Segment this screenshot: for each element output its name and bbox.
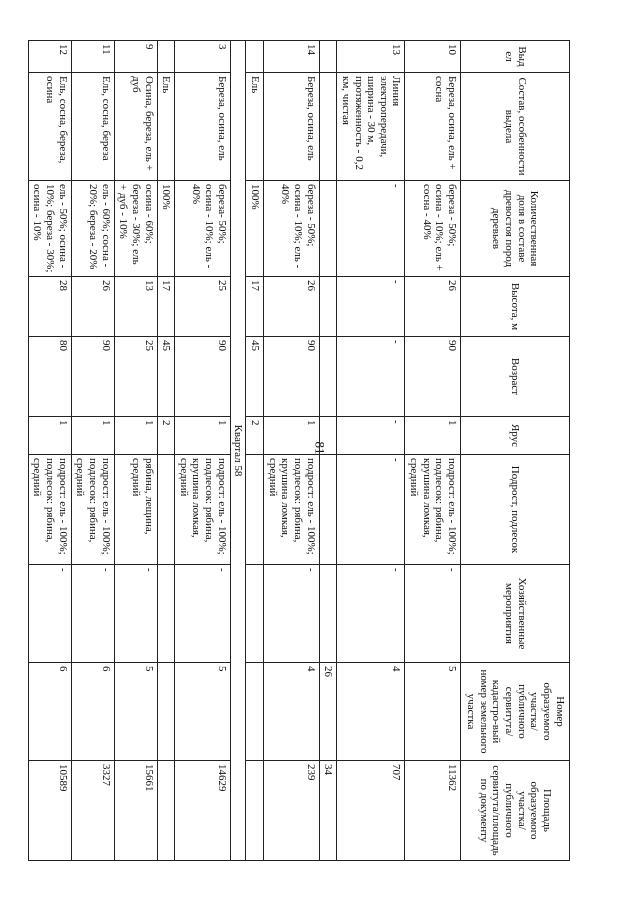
cell-vysota: 26 <box>71 277 114 337</box>
cell-vozrast: 80 <box>28 337 71 417</box>
header-dolya: Количественная доля в составе древостоя пород деревьев <box>461 181 570 277</box>
cell-vozrast: 45 <box>246 337 264 417</box>
cell-sostav: Береза, осина, ель + сосна <box>405 73 461 181</box>
cell-dolya: 100% <box>157 181 175 277</box>
cell-vydel <box>319 41 337 73</box>
cell-nomer: 6 <box>71 663 114 761</box>
cell-meropr: - <box>28 565 71 663</box>
cell-vydel: 3 <box>175 41 231 73</box>
cell-vydel: 13 <box>337 41 405 73</box>
cell-ploshad: 34 <box>319 761 337 861</box>
cell-vysota: 17 <box>246 277 264 337</box>
cell-yarus: 2 <box>157 417 175 455</box>
table-row <box>337 41 405 861</box>
header-nomer: Номер образуемого участка/ публичного сервитута/кадастро-вый номер земельного участка <box>461 663 570 761</box>
cell-ploshad <box>157 761 175 861</box>
header-vydel: Выдел <box>461 41 570 73</box>
cell-nomer: 26 <box>319 663 337 761</box>
cell-meropr: - <box>71 565 114 663</box>
cell-yarus: 1 <box>405 417 461 455</box>
cell-yarus: 2 <box>246 417 264 455</box>
quarter-row <box>230 41 246 861</box>
cell-vydel: 10 <box>405 41 461 73</box>
table-row <box>246 41 264 861</box>
cell-dolya <box>319 181 337 277</box>
cell-yarus: 1 <box>28 417 71 455</box>
cell-ploshad: 14629 <box>175 761 231 861</box>
cell-vysota: 26 <box>405 277 461 337</box>
header-ploshad: Площадь образуемого участка/ публичного сервитута/площадь по документу <box>461 761 570 861</box>
cell-dolya: осина - 60%; береза - 30%; ель + дуб - 10% <box>114 181 157 277</box>
cell-podrost: подрост: ель - 100%; подлесок: рябина, крушина ломкая, средний <box>175 455 231 565</box>
cell-nomer: 5 <box>405 663 461 761</box>
cell-vysota: 13 <box>114 277 157 337</box>
cell-vydel: 12 <box>28 41 71 73</box>
cell-vysota: 25 <box>175 277 231 337</box>
cell-sostav: Ель, сосна, береза <box>71 73 114 181</box>
cell-yarus <box>319 417 337 455</box>
cell-sostav: Береза, осина, ель <box>175 73 231 181</box>
header-vozrast: Возраст <box>461 337 570 417</box>
cell-vysota: 26 <box>264 277 320 337</box>
cell-dolya: береза - 50%; осина - 10%; ель - 40% <box>264 181 320 277</box>
cell-sostav: Ель <box>246 73 264 181</box>
cell-vozrast: 90 <box>405 337 461 417</box>
cell-sostav: Ель <box>157 73 175 181</box>
header-sostav: Состав, особенности выдела <box>461 73 570 181</box>
cell-sostav: Ель, сосна, береза, осина <box>28 73 71 181</box>
cell-meropr: - <box>175 565 231 663</box>
cell-sostav <box>319 73 337 181</box>
table-row <box>114 41 157 861</box>
cell-podrost: подрост: ель - 100%; подлесок: рябина, крушина ломкая, средний <box>264 455 320 565</box>
cell-yarus: 1 <box>175 417 231 455</box>
cell-meropr: - <box>337 565 405 663</box>
cell-vysota: 28 <box>28 277 71 337</box>
cell-vozrast: - <box>337 337 405 417</box>
cell-meropr <box>157 565 175 663</box>
header-podrost: Подрост, подлесок <box>461 455 570 565</box>
cell-dolya: береза- 50%; осина - 10%; ель - 40% <box>175 181 231 277</box>
cell-vozrast: 90 <box>71 337 114 417</box>
cell-meropr <box>319 565 337 663</box>
cell-nomer: 5 <box>175 663 231 761</box>
cell-sostav: Линия электропередачи, ширина - 30 м, протяженность - 0,2 км, чистая <box>337 73 405 181</box>
cell-podrost <box>319 455 337 565</box>
cell-dolya: береза - 50%; осина - 10%; ель + сосна - 40% <box>405 181 461 277</box>
cell-vysota <box>319 277 337 337</box>
cell-yarus: 1 <box>114 417 157 455</box>
header-vysota: Высота, м <box>461 277 570 337</box>
cell-yarus: 1 <box>264 417 320 455</box>
cell-nomer: 6 <box>28 663 71 761</box>
cell-dolya: 100% <box>246 181 264 277</box>
cell-podrost: рябина, лещина, средний <box>114 455 157 565</box>
table-row <box>175 41 231 861</box>
cell-ploshad: 707 <box>337 761 405 861</box>
cell-ploshad <box>246 761 264 861</box>
cell-vysota: - <box>337 277 405 337</box>
header-meropr: Хозяйственные мероприятия <box>461 565 570 663</box>
cell-vozrast: 25 <box>114 337 157 417</box>
cell-nomer <box>246 663 264 761</box>
cell-podrost: подрост: ель - 100%; подлесок: рябина, средний <box>28 455 71 565</box>
cell-ploshad: 239 <box>264 761 320 861</box>
cell-podrost: - <box>337 455 405 565</box>
table-row <box>319 41 337 861</box>
header-yarus: Ярус <box>461 417 570 455</box>
cell-ploshad: 3327 <box>71 761 114 861</box>
cell-vysota: 17 <box>157 277 175 337</box>
cell-yarus: 1 <box>71 417 114 455</box>
cell-ploshad: 15661 <box>114 761 157 861</box>
header-row <box>461 41 570 861</box>
cell-ploshad: 10589 <box>28 761 71 861</box>
cell-nomer <box>157 663 175 761</box>
cell-vydel: 11 <box>71 41 114 73</box>
cell-vydel: 14 <box>264 41 320 73</box>
cell-ploshad: 11362 <box>405 761 461 861</box>
cell-podrost: подрост: ель - 100%; подлесок: рябина, средний <box>71 455 114 565</box>
cell-vydel <box>157 41 175 73</box>
quarter-label: Квартал 58 <box>230 41 246 861</box>
cell-dolya: ель - 50%; осина - 10%; береза - 30%; осина - 10% <box>28 181 71 277</box>
forest-table <box>28 40 570 861</box>
cell-meropr: - <box>264 565 320 663</box>
table-row <box>405 41 461 861</box>
cell-sostav: Осина, береза, ель + дуб <box>114 73 157 181</box>
cell-meropr: - <box>405 565 461 663</box>
cell-vydel: 9 <box>114 41 157 73</box>
table-row <box>71 41 114 861</box>
cell-podrost: подрост: ель - 100%; подлесок: рябина, крушина ломкая, средний <box>405 455 461 565</box>
table-row <box>264 41 320 861</box>
cell-vydel <box>246 41 264 73</box>
table-row <box>157 41 175 861</box>
cell-vozrast: 45 <box>157 337 175 417</box>
cell-nomer: 4 <box>264 663 320 761</box>
table-row <box>28 41 71 861</box>
page-number: 81 <box>312 441 328 455</box>
cell-vozrast: 90 <box>175 337 231 417</box>
cell-sostav: Береза, осина, ель <box>264 73 320 181</box>
rotated-table-wrapper <box>31 40 570 860</box>
cell-nomer: 4 <box>337 663 405 761</box>
cell-dolya: - <box>337 181 405 277</box>
cell-nomer: 5 <box>114 663 157 761</box>
cell-vozrast <box>319 337 337 417</box>
cell-vozrast: 90 <box>264 337 320 417</box>
cell-yarus: - <box>337 417 405 455</box>
cell-podrost <box>246 455 264 565</box>
cell-podrost <box>157 455 175 565</box>
cell-meropr <box>246 565 264 663</box>
cell-meropr: - <box>114 565 157 663</box>
cell-dolya: ель - 60%; сосна - 20%; береза - 20% <box>71 181 114 277</box>
